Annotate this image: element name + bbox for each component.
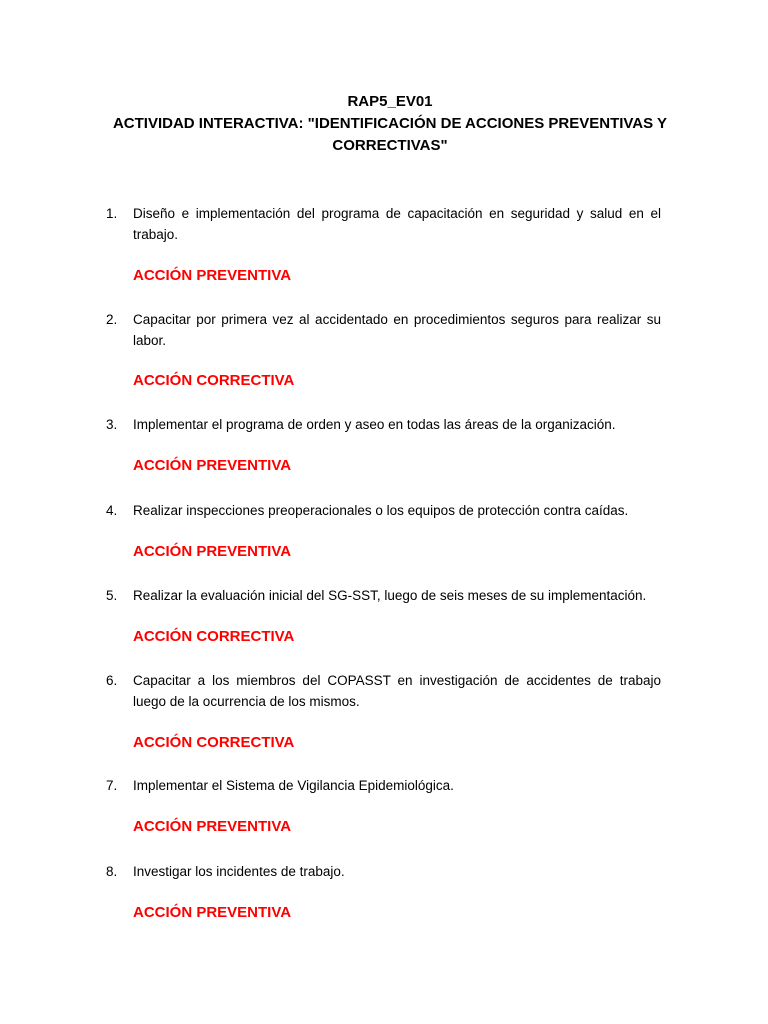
- item-action-label: ACCIÓN CORRECTIVA: [133, 628, 295, 645]
- item-action-label: ACCIÓN PREVENTIVA: [133, 267, 292, 284]
- item-action-label: ACCIÓN CORRECTIVA: [133, 372, 295, 389]
- item-text: Capacitar a los miembros del COPASST en investigación de accidentes de trabajo luego de la ocurrencia de los mismos.: [133, 673, 661, 709]
- item-action-label: ACCIÓN PREVENTIVA: [133, 543, 292, 560]
- item-number: 5.: [106, 588, 118, 603]
- item-text: Investigar los incidentes de trabajo.: [133, 864, 345, 879]
- item-text: Realizar la evaluación inicial del SG-SST, luego de seis meses de su implementación.: [133, 588, 647, 603]
- document-title: [100, 91, 680, 157]
- item-number: 2.: [106, 312, 118, 327]
- item-text: Diseño e implementación del programa de capacitación en seguridad y salud en el trabajo.: [133, 206, 661, 242]
- item-number: 6.: [106, 673, 118, 688]
- item-action-label: ACCIÓN PREVENTIVA: [133, 457, 292, 474]
- item-action-label: ACCIÓN PREVENTIVA: [133, 904, 292, 921]
- item-action-label: ACCIÓN CORRECTIVA: [133, 734, 295, 751]
- item-text: Implementar el Sistema de Vigilancia Epidemiológica.: [133, 778, 454, 793]
- item-number: 3.: [106, 417, 118, 432]
- title-line-continuation: CORRECTIVAS": [332, 137, 448, 154]
- item-text: Realizar inspecciones preoperacionales o los equipos de protección contra caídas.: [133, 503, 629, 518]
- item-text: Capacitar por primera vez al accidentado en procedimientos seguros para realizar su labor.: [133, 312, 661, 348]
- title-line-code: RAP5_EV01: [347, 93, 433, 110]
- item-action-label: ACCIÓN PREVENTIVA: [133, 818, 292, 835]
- item-number: 7.: [106, 778, 118, 793]
- item-number: 1.: [106, 206, 118, 221]
- item-number: 4.: [106, 503, 118, 518]
- item-text: Implementar el programa de orden y aseo en todas las áreas de la organización.: [133, 417, 616, 432]
- item-number: 8.: [106, 864, 118, 879]
- title-line-activity: ACTIVIDAD INTERACTIVA: "IDENTIFICACIÓN DE ACCIONES PREVENTIVAS Y: [112, 115, 668, 132]
